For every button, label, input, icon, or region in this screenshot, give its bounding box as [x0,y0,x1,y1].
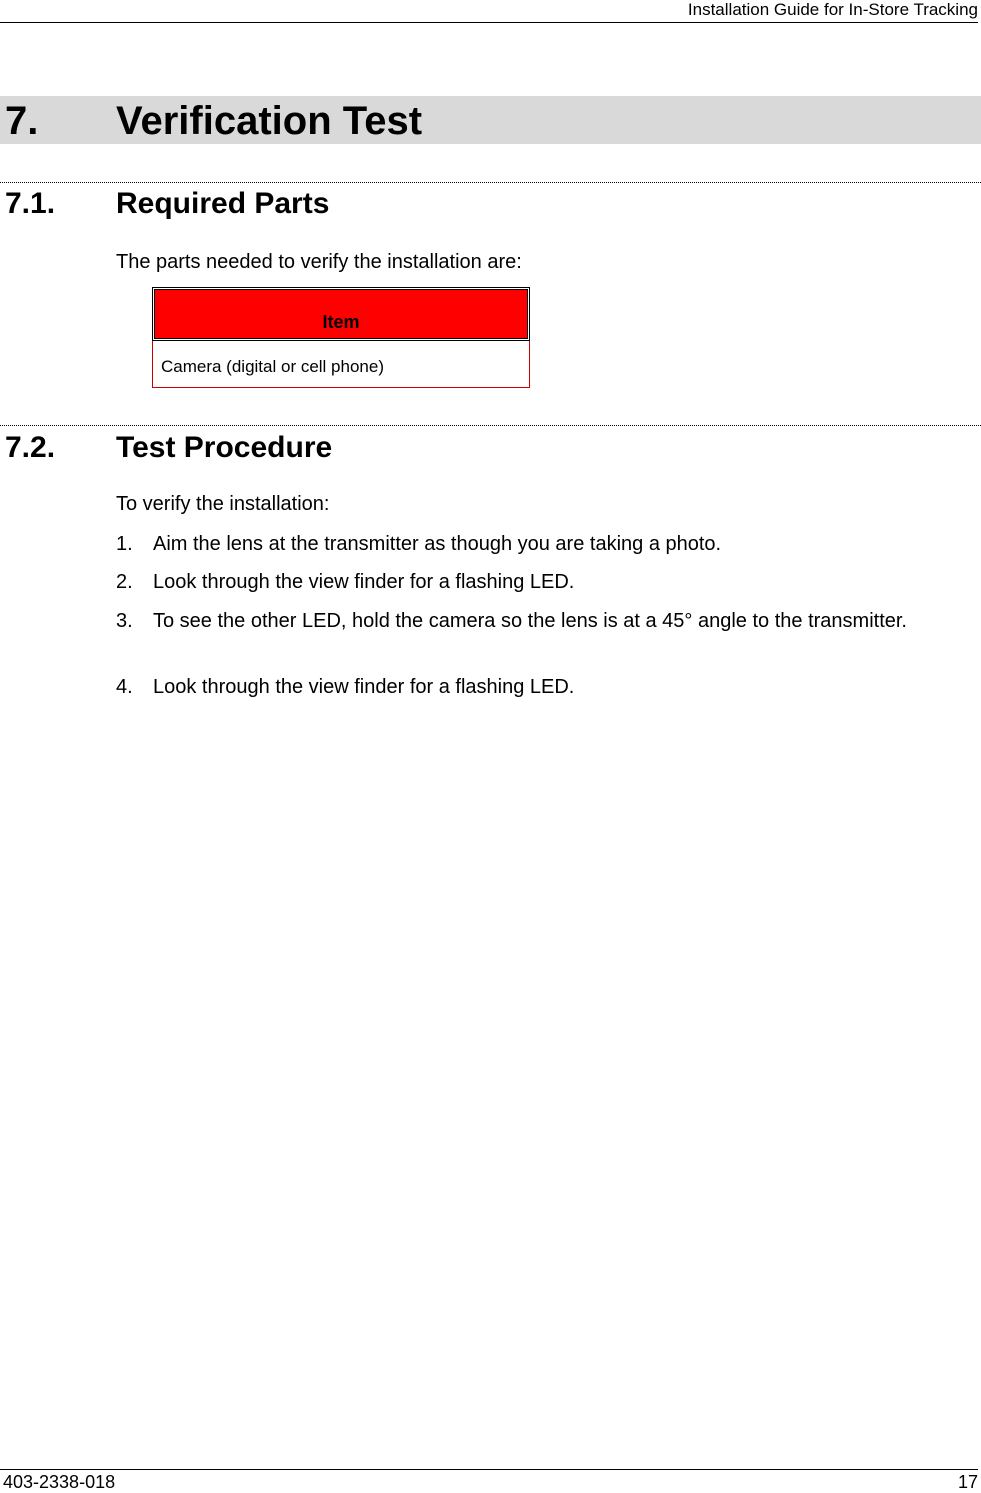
section-title-test-procedure: Test Procedure [116,431,333,464]
step-number: 2. [116,571,133,593]
running-footer [0,1469,978,1492]
table-row: Camera (digital or cell phone) [152,341,530,388]
required-parts-intro: The parts needed to verify the installation are: [116,251,522,273]
table-header-cell: Item [154,289,528,339]
step-number: 1. [116,533,133,555]
header-title: Installation Guide for In-Store Tracking [687,0,978,19]
procedure-step [116,609,916,633]
section-title-required-parts: Required Parts [116,187,330,220]
procedure-step [116,570,916,594]
step-text: Aim the lens at the transmitter as though you are taking a photo. [153,533,722,555]
page-number: 17 [957,1472,978,1492]
procedure-step [116,532,916,556]
step-text: Look through the view finder for a flashing LED. [153,676,575,698]
section-number-required-parts: 7.1. [5,187,56,220]
section-number-test-procedure: 7.2. [5,431,56,464]
section-divider [0,182,981,183]
table-header-row [152,287,530,341]
section-divider [0,425,981,426]
required-parts-table [152,287,530,388]
step-text: To see the other LED, hold the camera so the lens is at a 45° angle to the transmitter. [153,610,907,632]
step-number: 4. [116,676,133,698]
chapter-title: Verification Test [116,99,423,143]
test-procedure-intro: To verify the installation: [116,493,330,515]
step-text: Look through the view finder for a flashing LED. [153,571,575,593]
running-header [0,0,978,23]
document-number: 403-2338-018 [3,1472,116,1492]
procedure-step [116,675,916,699]
chapter-number: 7. [5,99,39,143]
step-number: 3. [116,610,133,632]
